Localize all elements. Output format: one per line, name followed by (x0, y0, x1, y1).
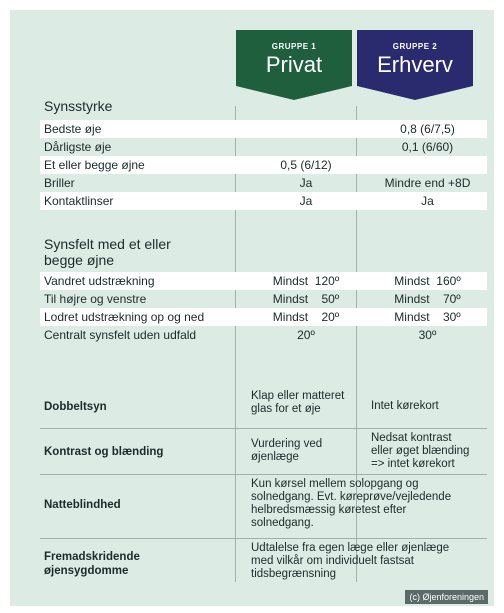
row-value-privat: Mindst 50º (272, 292, 340, 306)
header-privat-group: GRUPPE 1 (271, 42, 317, 51)
row-value-privat: 0,5 (6/12) (280, 158, 332, 172)
header-erhverv-name: Erhverv (377, 52, 453, 77)
row-label: Til højre og venstre (44, 292, 147, 306)
row-value-erhverv: Mindre end +8D (384, 176, 471, 190)
detail-privat-line1: Vurdering ved (251, 438, 323, 450)
header-erhverv-arrow (357, 86, 473, 100)
table-row (40, 120, 487, 138)
row-label: Briller (44, 176, 75, 190)
detail-privat-line2: glas for et øje (251, 403, 321, 415)
detail-label: Dobbeltsyn (44, 401, 107, 413)
header-privat-arrow (236, 86, 352, 100)
header-privat (236, 30, 352, 86)
row-label: Centralt synsfelt uden udfald (44, 328, 197, 342)
row-value-erhverv: 0,1 (6/60) (401, 140, 454, 154)
table-row (40, 308, 487, 326)
detail-natteblindhed (40, 474, 487, 538)
section-title-synsfelt-line2: begge øjne (44, 252, 115, 268)
header-erhverv-group: GRUPPE 2 (392, 42, 438, 51)
detail-text-line2: solnedgang. Evt. køreprøve/vejledende (251, 491, 452, 503)
table-row (40, 174, 487, 192)
detail-label: Kontrast og blænding (44, 446, 164, 458)
detail-privat-line2: øjenlæge (251, 451, 299, 463)
detail-label-line2: øjensygdomme (44, 565, 129, 577)
row-label: Bedste øje (44, 122, 102, 136)
table-row (40, 326, 487, 344)
table-row (40, 156, 487, 174)
row-value-erhverv: 30º (418, 328, 437, 342)
row-value-privat (247, 120, 365, 138)
row-label: Vandret udstrækning (44, 274, 155, 288)
row-value-privat: Ja (299, 194, 313, 208)
table-row (40, 138, 487, 156)
row-value-erhverv: Mindst 160º (394, 274, 461, 288)
row-value-erhverv: Ja (421, 194, 434, 208)
section-title-synsfelt-line1: Synsfelt med et eller (44, 236, 171, 252)
detail-fremadskridende (40, 538, 487, 588)
detail-erhverv-line3: => intet kørekort (371, 458, 455, 470)
table-row (40, 272, 487, 290)
detail-label: Natteblindhed (44, 499, 121, 511)
detail-kontrast (40, 428, 487, 474)
detail-dobbeltsyn (40, 386, 487, 428)
detail-text-line1: Udtalelse fra egen læge eller øjenlæge (251, 542, 450, 554)
row-label: Et eller begge øjne (44, 158, 145, 172)
header-privat-name: Privat (265, 52, 323, 77)
header-erhverv (357, 30, 473, 86)
detail-text-line2: med vilkår om individuelt fastsat (251, 555, 414, 567)
row-value-privat: Mindst 20º (272, 310, 340, 324)
copyright-notice: (c) Øjenforeningen (405, 590, 488, 604)
row-value-privat: Ja (299, 176, 313, 190)
row-value-erhverv: Mindst 70º (394, 292, 461, 306)
detail-text-line1: Kun kørsel mellem solopgang og (251, 478, 419, 490)
table-row (40, 290, 487, 308)
detail-erhverv-line1: Nedsat kontrast (371, 432, 452, 444)
detail-label-line1: Fremadskridende (44, 551, 140, 563)
row-value-erhverv (368, 156, 487, 174)
row-label: Kontaktlinser (44, 194, 114, 208)
detail-erhverv-line2: eller øget blænding (371, 445, 470, 457)
section-title-synsstyrke: Synsstyrke (44, 98, 113, 114)
row-value-erhverv: Mindst 30º (394, 310, 461, 324)
detail-text-line3: helbredsmæssig køretest efter (251, 504, 407, 516)
row-value-erhverv: 0,8 (6/7,5) (400, 122, 455, 136)
row-value-privat: 20º (297, 328, 315, 342)
row-value-privat: Mindst 120º (272, 274, 340, 288)
detail-text-line3: tidsbegrænsning (251, 568, 337, 580)
row-label: Lodret udstrækning op og ned (44, 310, 205, 324)
row-value-privat (247, 138, 365, 156)
row-label: Dårligste øje (44, 140, 112, 154)
detail-privat-line1: Klap eller matteret (251, 390, 345, 402)
table-row (40, 192, 487, 210)
requirements-table (10, 10, 494, 606)
detail-text-line4: solnedgang. (251, 517, 314, 529)
detail-erhverv: Intet kørekort (371, 400, 439, 412)
